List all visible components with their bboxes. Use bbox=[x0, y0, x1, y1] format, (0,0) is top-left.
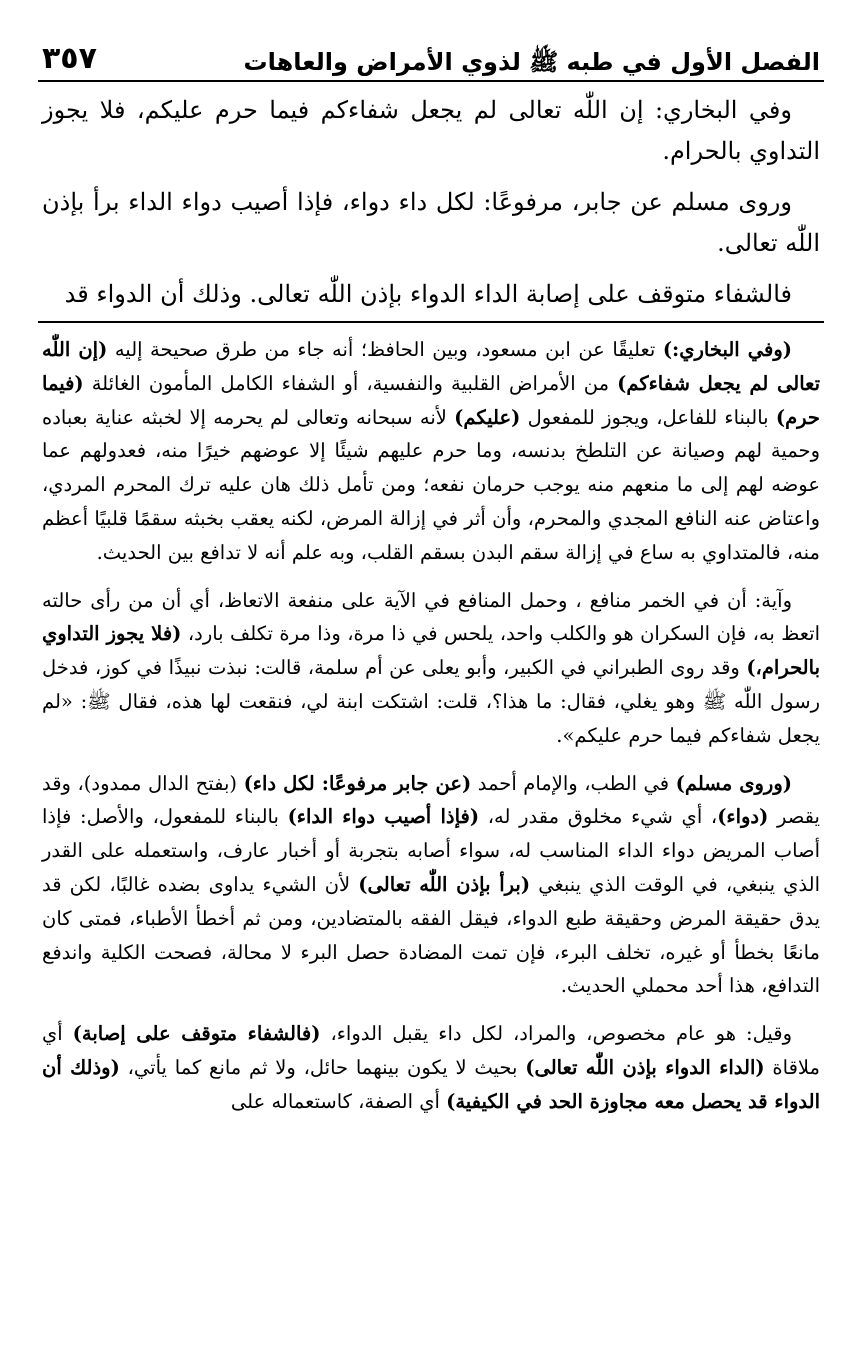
commentary-divider bbox=[38, 321, 824, 323]
commentary-paragraph bbox=[42, 333, 820, 570]
quoted-phrase: (وذلك أن الدواء قد يحصل معه مجاوزة الحد في الكيفية) bbox=[42, 1055, 820, 1113]
commentary-paragraph bbox=[42, 1017, 820, 1118]
running-header bbox=[38, 34, 824, 82]
quoted-phrase: (الداء الدواء بإذن اللّٰه تعالى) bbox=[525, 1055, 765, 1079]
quoted-phrase: (وفي البخاري:) bbox=[662, 338, 793, 361]
commentary-span: (بفتح الدال ممدود)، وقد يقصر bbox=[42, 771, 820, 829]
commentary-span: وقيل: هو عام مخصوص، والمراد، لكل داء يقبل الدواء، bbox=[320, 1022, 792, 1046]
quoted-phrase: (عن جابر مرفوعًا: لكل داء) bbox=[243, 771, 472, 795]
quoted-phrase: (وروى مسلم) bbox=[675, 771, 792, 795]
quoted-phrase: (فإذا أصيب دواء الداء) bbox=[287, 805, 480, 829]
commentary-span: وآية: أن في الخمر منافع ، وحمل المنافع في الآية على منفعة الاتعاظ، أي أن من رأى حالته اتعظ به، فإن السكران هو والكلب واحد، يلحس في ذا مرة، وذا مرة تكلف بارد، bbox=[42, 588, 821, 646]
commentary-span: من الأمراض القلبية والنفسية، أو الشفاء الكامل المأمون الغائلة bbox=[83, 371, 618, 395]
commentary-span: أي ملاقاة bbox=[42, 1022, 820, 1079]
quoted-phrase: (فالشفاء متوقف على إصابة) bbox=[72, 1022, 321, 1046]
commentary-span: لأن الشيء يداوى بضده غالبًا، لكن قد يدق حقيقة المرض وحقيقة طبع الدواء، فيقل الفقه بالمتضادين، ومن ثم أخطأ الأطباء، فمتى كان مانعًا بخطأ أو غيره، تخلف البرء، فإن تمت المضادة حصل البرء لا محالة، فصحت الكلية واندفع التدافع، هذا أحد محملي الحديث. bbox=[42, 872, 820, 998]
commentary-span: لأنه سبحانه وتعالى لم يحرمه إلا لخبثه عناية بعباده وحمية لهم وصيانة عن التلطخ بدنسه، وما حرم عليهم شيئًا إلا عوضهم خيرًا منه، فعدولهم عما عوضه لهم إلى ما منعهم منه يوجب حرمان نفعه؛ ومن تأمل ذلك هان عليه ترك المحرم المردي، واعتاض عنه النافع المجدي والمحرم، وأن أثر في إزالة المرض، لكنه يعقب بخبثه سقمًا قلبيًا أعظم منه، فالمتداوي به ساع في إزالة سقم البدن بسقم القلب، وبه علم أنه لا تدافع بين الحديث. bbox=[42, 405, 820, 564]
commentary-span: بالبناء للمفعول، والأصل: فإذا أصاب المريض دواء الداء المناسب له، سواء أصابه بتجربة أو أخبار عارف، واستعمله على القدر الذي ينبغي، في الوقت الذي ينبغي bbox=[42, 805, 820, 896]
quoted-phrase: (فيما حرم) bbox=[42, 371, 820, 429]
commentary-span: بالبناء للفاعل، ويجوز للمفعول bbox=[520, 405, 776, 429]
quoted-phrase: (دواء) bbox=[717, 805, 769, 829]
matn-paragraph: فالشفاء متوقف على إصابة الداء الدواء بإذن اللّٰه تعالى. وذلك أن الدواء قد bbox=[64, 280, 792, 308]
quoted-phrase: (برأ بإذن اللّٰه تعالى) bbox=[358, 872, 531, 896]
chapter-title: الفصل الأول في طبه ﷺ لذوي الأمراض والعاهات bbox=[243, 48, 820, 76]
commentary-paragraph bbox=[42, 584, 820, 753]
commentary-span: في الطب، والإمام أحمد bbox=[471, 771, 676, 795]
page-number: ٣٥٧ bbox=[42, 41, 97, 76]
commentary-span: ، أي شيء مخلوق مقدر له، bbox=[479, 805, 718, 829]
commentary-span: وقد روى الطبراني في الكبير، وأبو يعلى عن أم سلمة، قالت: نبذت نبيذًا في كوز، فدخل رسول اللّٰه ﷺ وهو يغلي، فقال: ما هذا؟، قلت: اشتكت ابنة لي، فنقعت لها هذه، فقال ﷺ: «لم يجعل شفاءكم فيما حرم عليكم». bbox=[42, 656, 820, 747]
commentary-span: تعليقًا عن ابن مسعود، وبين الحافظ؛ أنه جاء من طرق صحيحة إليه bbox=[107, 338, 663, 361]
commentary-paragraph bbox=[42, 767, 820, 1004]
commentary-text bbox=[38, 333, 824, 1119]
quoted-phrase: (إن اللّٰه تعالى لم يجعل شفاءكم) bbox=[42, 338, 820, 395]
main-text bbox=[38, 82, 824, 315]
matn-paragraph: وروى مسلم عن جابر، مرفوعًا: لكل داء دواء، فإذا أصيب دواء الداء برأ بإذن اللّٰه تعالى. bbox=[42, 188, 820, 257]
commentary-span: بحيث لا يكون بينهما حائل، ولا ثم مانع كما يأتي، bbox=[119, 1055, 526, 1079]
quoted-phrase: (فلا يجوز التداوي بالحرام،) bbox=[42, 622, 820, 680]
commentary-span: أي الصفة، كاستعماله على bbox=[230, 1089, 447, 1113]
matn-paragraph: وفي البخاري: إن اللّٰه تعالى لم يجعل شفاءكم فيما حرم عليكم، فلا يجوز التداوي بالحرام. bbox=[42, 96, 820, 165]
quoted-phrase: (عليكم) bbox=[454, 405, 521, 429]
